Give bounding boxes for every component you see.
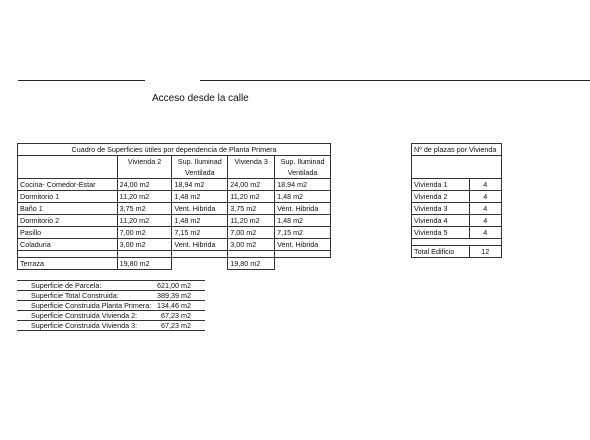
table-title: Nº de plazas por Vivienda: [412, 144, 502, 156]
summary-value: 621,00 m2: [153, 281, 205, 291]
dwelling-name: Vivienda 2: [412, 191, 470, 203]
summary-row: [17, 301, 205, 311]
empty-cell: [275, 258, 331, 270]
total-row: [412, 246, 502, 258]
cell-value: 1,48 m2: [172, 215, 228, 227]
cell-value: 1,48 m2: [172, 191, 228, 203]
cell-value: 7,00 m2: [117, 227, 172, 239]
cell-value: 7,15 m2: [172, 227, 228, 239]
cell-value: 11,20 m2: [117, 215, 172, 227]
spacer-row: [18, 251, 331, 258]
room-name: Terraza: [18, 258, 118, 270]
summary-value: 134,46 m2: [153, 301, 205, 311]
places-count: 4: [469, 215, 501, 227]
summary-value: 67,23 m2: [153, 321, 205, 331]
header-empty-cell: [18, 167, 118, 179]
cell-value: 11,20 m2: [228, 191, 275, 203]
table-row: [18, 191, 331, 203]
table-title-row: [412, 144, 502, 156]
dwelling-name: Vivienda 5: [412, 227, 470, 239]
summary-row: [17, 311, 205, 321]
summary-row: [17, 281, 205, 291]
cell-value: 24,00 m2: [228, 179, 275, 191]
cell-value: Vent. Hibrida: [275, 239, 331, 251]
cell-value: 1,48 m2: [275, 215, 331, 227]
surface-summary-table: [17, 280, 205, 331]
table-row: [18, 215, 331, 227]
cell-value: 3,75 m2: [228, 203, 275, 215]
summary-label: Superficie Total Construida:: [17, 291, 153, 301]
cell-value: 19,80 m2: [117, 258, 172, 270]
places-count: 4: [469, 191, 501, 203]
table-row: [412, 227, 502, 239]
table-title: Cuadro de Superficies útiles por dependencia de Planta Primera: [18, 144, 331, 156]
room-name: Dormitorio 2: [18, 215, 118, 227]
summary-label: Superficie Construida Planta Primera:: [17, 301, 153, 311]
cell-value: 3,75 m2: [117, 203, 172, 215]
header-sup-iluminad-2: Sup. Iluminad: [275, 156, 331, 168]
terraza-row: [18, 258, 331, 270]
access-heading: Acceso desde la calle: [152, 93, 249, 104]
cell-value: 1,48 m2: [275, 191, 331, 203]
room-name: Cocina- Comedor-Estar: [18, 179, 118, 191]
cell-value: 11,20 m2: [117, 191, 172, 203]
summary-label: Superficie de Parcela:: [17, 281, 153, 291]
table-header-row: [18, 156, 331, 168]
header-ventilada-1: Ventilada: [172, 167, 228, 179]
spacer-row: [412, 239, 502, 246]
cell-value: 18,94 m2: [275, 179, 331, 191]
header-sup-iluminad-1: Sup. Iluminad: [172, 156, 228, 168]
spacer-row: [412, 156, 502, 179]
drawing-line-left: [18, 80, 145, 81]
header-empty-cell: [228, 167, 275, 179]
summary-value: 389,39 m2: [153, 291, 205, 301]
table-row: [18, 227, 331, 239]
summary-label: Superficie Construida Vivienda 2:: [17, 311, 153, 321]
table-header-sub-row: [18, 167, 331, 179]
table-row: [18, 239, 331, 251]
cell-value: 7,15 m2: [275, 227, 331, 239]
header-vivienda-2: Vivienda 2: [117, 156, 172, 168]
empty-cell: [172, 258, 228, 270]
table-row: [18, 179, 331, 191]
table-row: [412, 203, 502, 215]
dwelling-name: Vivienda 3: [412, 203, 470, 215]
summary-row: [17, 321, 205, 331]
room-name: Baño 1: [18, 203, 118, 215]
summary-value: 67,23 m2: [153, 311, 205, 321]
cell-value: Vent. Hibrida: [275, 203, 331, 215]
table-row: [412, 179, 502, 191]
dwelling-name: Vivienda 1: [412, 179, 470, 191]
cell-value: 11,20 m2: [228, 215, 275, 227]
cell-value: 3,00 m2: [228, 239, 275, 251]
table-row: [412, 215, 502, 227]
header-vivienda-3: Vivienda 3: [228, 156, 275, 168]
cell-value: Vent. Hibrida: [172, 239, 228, 251]
places-count: 4: [469, 203, 501, 215]
total-label: Total Edificio: [412, 246, 470, 258]
places-count: 4: [469, 227, 501, 239]
total-value: 12: [469, 246, 501, 258]
cell-value: 19,80 m2: [228, 258, 275, 270]
header-empty-cell: [18, 156, 118, 168]
room-name: Coladuria: [18, 239, 118, 251]
header-ventilada-2: Ventilada: [275, 167, 331, 179]
cell-value: Vent. Hibrida: [172, 203, 228, 215]
cell-value: 24,00 m2: [117, 179, 172, 191]
places-count: 4: [469, 179, 501, 191]
table-row: [412, 191, 502, 203]
surfaces-by-room-table: [17, 143, 331, 270]
drawing-line-right: [200, 80, 590, 81]
cell-value: 7,00 m2: [228, 227, 275, 239]
table-row: [18, 203, 331, 215]
table-title-row: [18, 144, 331, 156]
room-name: Dormitorio 1: [18, 191, 118, 203]
dwelling-name: Vivienda 4: [412, 215, 470, 227]
room-name: Pasillo: [18, 227, 118, 239]
header-empty-cell: [117, 167, 172, 179]
cell-value: 18,94 m2: [172, 179, 228, 191]
cell-value: 3,00 m2: [117, 239, 172, 251]
summary-label: Superficie Construida Vivienda 3:: [17, 321, 153, 331]
places-per-dwelling-table: [411, 143, 502, 258]
summary-row: [17, 291, 205, 301]
